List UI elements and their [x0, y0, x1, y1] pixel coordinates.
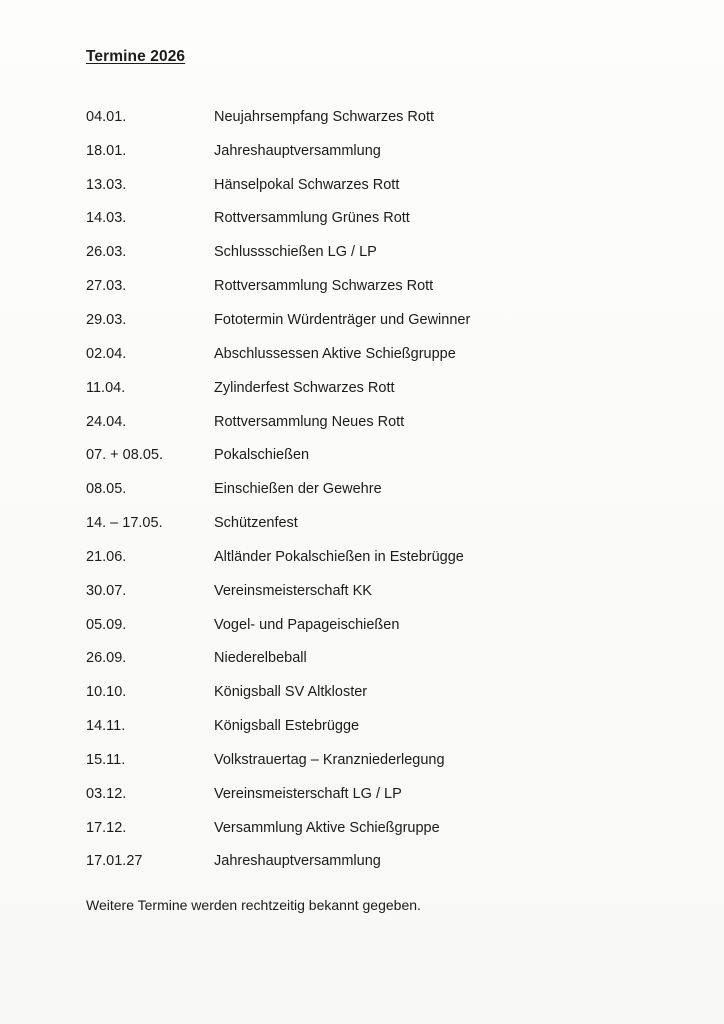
- event-row: [86, 303, 686, 337]
- event-row: [86, 405, 686, 439]
- event-name: Vereinsmeisterschaft LG / LP: [214, 785, 402, 802]
- event-row: [86, 235, 686, 269]
- event-row: [86, 100, 686, 134]
- event-date: 26.03.: [86, 244, 127, 261]
- event-name: Neujahrsempfang Schwarzes Rott: [214, 108, 435, 125]
- event-row: [86, 202, 686, 236]
- event-date: 18.01.: [86, 142, 127, 159]
- event-date: 08.05.: [86, 481, 127, 498]
- event-name: Fototermin Würdenträger und Gewinner: [214, 311, 471, 328]
- event-list: [86, 100, 686, 878]
- event-name: Königsball SV Altkloster: [214, 684, 368, 701]
- event-name: Einschießen der Gewehre: [214, 481, 382, 498]
- event-row: [86, 371, 686, 405]
- event-row: [86, 337, 686, 371]
- event-date: 29.03.: [86, 311, 127, 328]
- event-row: [86, 540, 686, 574]
- event-date: 17.12.: [86, 819, 127, 836]
- event-name: Pokalschießen: [214, 447, 310, 464]
- event-date: 04.01.: [86, 108, 127, 125]
- event-date: 10.10.: [86, 684, 127, 701]
- page-title: Termine 2026: [86, 48, 186, 65]
- event-name: Königsball Estebrügge: [214, 718, 360, 735]
- event-name: Rottversammlung Grünes Rott: [214, 210, 410, 227]
- event-name: Jahreshauptversammlung: [214, 142, 381, 159]
- event-row: [86, 506, 686, 540]
- event-name: Altländer Pokalschießen in Estebrügge: [214, 548, 464, 565]
- event-date: 14. – 17.05.: [86, 515, 163, 532]
- event-row: [86, 709, 686, 743]
- event-name: Versammlung Aktive Schießgruppe: [214, 819, 440, 836]
- event-date: 14.03.: [86, 210, 127, 227]
- event-name: Zylinderfest Schwarzes Rott: [214, 379, 395, 396]
- event-name: Schützenfest: [214, 515, 298, 532]
- event-row: [86, 269, 686, 303]
- event-date: 13.03.: [86, 176, 127, 193]
- event-date: 05.09.: [86, 616, 127, 633]
- event-name: Schlussschießen LG / LP: [214, 244, 377, 261]
- event-row: [86, 438, 686, 472]
- event-row: [86, 743, 686, 777]
- event-name: Rottversammlung Neues Rott: [214, 413, 405, 430]
- event-date: 26.09.: [86, 650, 127, 667]
- footer-note: Weitere Termine werden rechtzeitig bekannt gegeben.: [86, 897, 421, 913]
- event-row: [86, 168, 686, 202]
- event-date: 02.04.: [86, 345, 127, 362]
- event-date: 30.07.: [86, 582, 127, 599]
- event-name: Volkstrauertag – Kranzniederlegung: [214, 751, 445, 768]
- event-row: [86, 574, 686, 608]
- event-date: 17.01.27: [86, 853, 143, 870]
- event-name: Rottversammlung Schwarzes Rott: [214, 278, 434, 295]
- event-date: 24.04.: [86, 413, 127, 430]
- event-row: [86, 472, 686, 506]
- event-date: 15.11.: [86, 751, 126, 768]
- event-date: 14.11.: [86, 718, 126, 735]
- event-date: 07. + 08.05.: [86, 447, 163, 464]
- event-name: Niederelbeball: [214, 650, 307, 667]
- event-row: [86, 777, 686, 811]
- event-name: Hänselpokal Schwarzes Rott: [214, 176, 400, 193]
- event-row: [86, 134, 686, 168]
- event-name: Vogel- und Papageischießen: [214, 616, 400, 633]
- event-name: Vereinsmeisterschaft KK: [214, 582, 372, 599]
- event-row: [86, 675, 686, 709]
- event-date: 27.03.: [86, 278, 127, 295]
- event-row: [86, 811, 686, 845]
- event-date: 21.06.: [86, 548, 127, 565]
- event-date: 03.12.: [86, 785, 127, 802]
- event-row: [86, 608, 686, 642]
- event-row: [86, 642, 686, 676]
- event-name: Abschlussessen Aktive Schießgruppe: [214, 345, 456, 362]
- event-row: [86, 845, 686, 879]
- event-name: Jahreshauptversammlung: [214, 853, 381, 870]
- event-date: 11.04.: [86, 379, 126, 396]
